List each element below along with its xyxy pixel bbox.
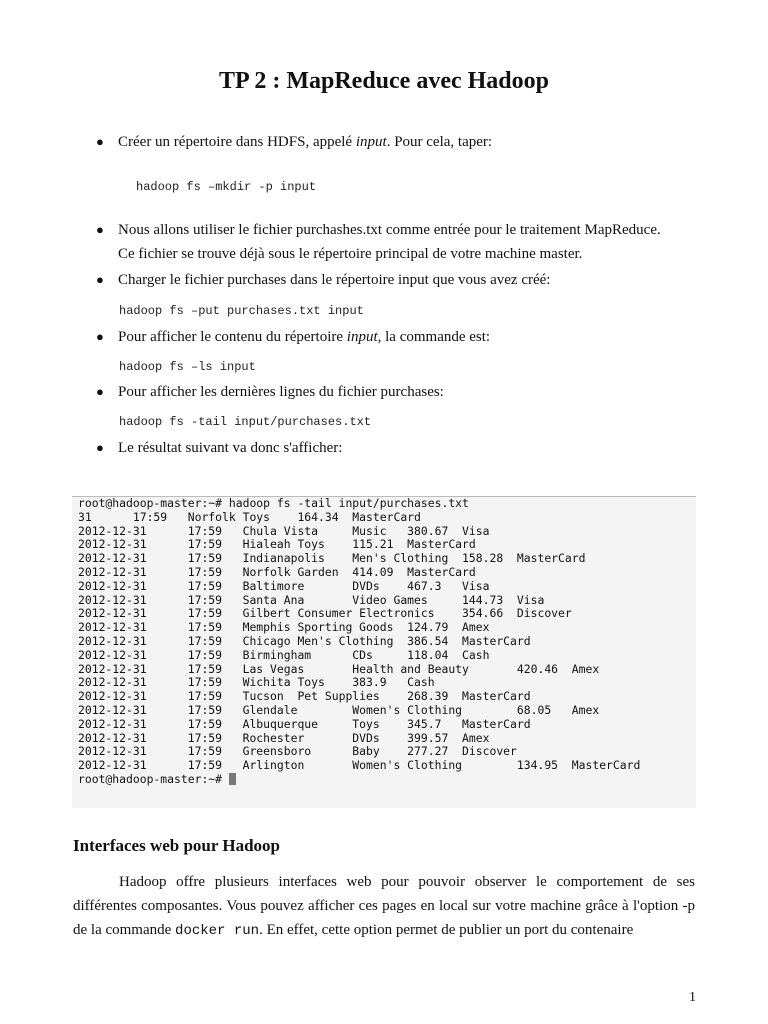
page-number: 1 xyxy=(689,990,696,1005)
bullet-dot: ● xyxy=(96,440,104,455)
terminal-line: 2012-12-31 17:59 Indianapolis Men's Clothing 158.28 MasterCard xyxy=(78,551,586,566)
section-paragraph: Hadoop offre plusieurs interfaces web pour pouvoir observer le comportement de ses différentes composantes. Vous pouvez afficher ces pages en local sur votre machine grâce à l'option -p de la commande docker run. En effet, cette option permet de publier un port du contenaire xyxy=(73,874,695,939)
terminal-line: 2012-12-31 17:59 Norfolk Garden 414.09 MasterCard xyxy=(78,564,476,579)
terminal-line: root@hadoop-master:~# hadoop fs -tail input/purchases.txt xyxy=(72,496,696,511)
code-tail: hadoop fs -tail input/purchases.txt xyxy=(119,415,372,429)
terminal-line: 2012-12-31 17:59 Memphis Sporting Goods 124.79 Amex xyxy=(78,620,490,635)
page-title: TP 2 : MapReduce avec Hadoop xyxy=(219,68,549,94)
terminal-cursor xyxy=(229,773,236,785)
terminal-line: 2012-12-31 17:59 Chula Vista Music 380.67 Visa xyxy=(78,523,490,538)
terminal-line: 2012-12-31 17:59 Greensboro Baby 277.27 Discover xyxy=(78,744,517,759)
bullet-create-dir xyxy=(96,130,696,154)
bullet-dot: ● xyxy=(96,222,104,237)
bullet-load-file xyxy=(96,268,696,292)
terminal-line: 2012-12-31 17:59 Tucson Pet Supplies 268.39 MasterCard xyxy=(78,689,531,704)
bullet-text: Pour afficher les dernières lignes du fichier purchases: xyxy=(118,384,444,400)
terminal-line: 2012-12-31 17:59 Albuquerque Toys 345.7 MasterCard xyxy=(78,716,531,731)
terminal-prompt-line xyxy=(72,773,696,787)
inline-code: docker run xyxy=(175,923,260,939)
terminal-line: 2012-12-31 17:59 Santa Ana Video Games 144.73 Visa xyxy=(78,592,545,607)
terminal-line: 31 17:59 Norfolk Toys 164.34 MasterCard xyxy=(78,509,421,524)
bullet-text: Nous allons utiliser le fichier purchashes.txt comme entrée pour le traitement MapReduce. Ce fichier se trouve déjà sous le répertoire principal de votre machine master. xyxy=(118,222,661,262)
terminal-line: 2012-12-31 17:59 Arlington Women's Clothing 134.95 MasterCard xyxy=(78,758,641,773)
code-put: hadoop fs –put purchases.txt input xyxy=(119,304,364,318)
bullet-dot: ● xyxy=(96,329,104,344)
bullet-dot: ● xyxy=(96,384,104,399)
terminal-line: 2012-12-31 17:59 Glendale Women's Clothing 68.05 Amex xyxy=(78,702,600,717)
bullet-result xyxy=(96,436,696,460)
terminal-line: 2012-12-31 17:59 Chicago Men's Clothing 386.54 MasterCard xyxy=(78,633,531,648)
bullet-purchases-file xyxy=(96,218,696,266)
bullet-text: Créer un répertoire dans HDFS, appelé input. Pour cela, taper: xyxy=(118,134,493,150)
bullet-list-dir xyxy=(96,325,696,349)
terminal-line: 2012-12-31 17:59 Birmingham CDs 118.04 Cash xyxy=(78,647,490,662)
bullet-text: Pour afficher le contenu du répertoire input, la commande est: xyxy=(118,329,491,345)
bullet-dot: ● xyxy=(96,272,104,287)
bullet-text: Charger le fichier purchases dans le répertoire input que vous avez créé: xyxy=(118,272,551,288)
section-heading: Interfaces web pour Hadoop xyxy=(73,836,280,855)
bullet-text: Le résultat suivant va donc s'afficher: xyxy=(118,440,343,456)
terminal-screenshot xyxy=(72,496,696,808)
code-mkdir: hadoop fs –mkdir -p input xyxy=(136,180,317,194)
terminal-line: 2012-12-31 17:59 Gilbert Consumer Electronics 354.66 Discover xyxy=(78,606,572,621)
bullet-tail xyxy=(96,380,696,404)
bullet-dot: ● xyxy=(96,134,104,149)
terminal-line: 2012-12-31 17:59 Baltimore DVDs 467.3 Visa xyxy=(78,578,490,593)
terminal-line: 2012-12-31 17:59 Hialeah Toys 115.21 MasterCard xyxy=(78,537,476,552)
code-ls: hadoop fs –ls input xyxy=(119,360,256,374)
terminal-line: 2012-12-31 17:59 Las Vegas Health and Beauty 420.46 Amex xyxy=(78,661,600,676)
terminal-line: 2012-12-31 17:59 Wichita Toys 383.9 Cash xyxy=(78,675,435,690)
terminal-line: 2012-12-31 17:59 Rochester DVDs 399.57 Amex xyxy=(78,730,490,745)
terminal-prompt: root@hadoop-master:~# xyxy=(78,771,229,786)
